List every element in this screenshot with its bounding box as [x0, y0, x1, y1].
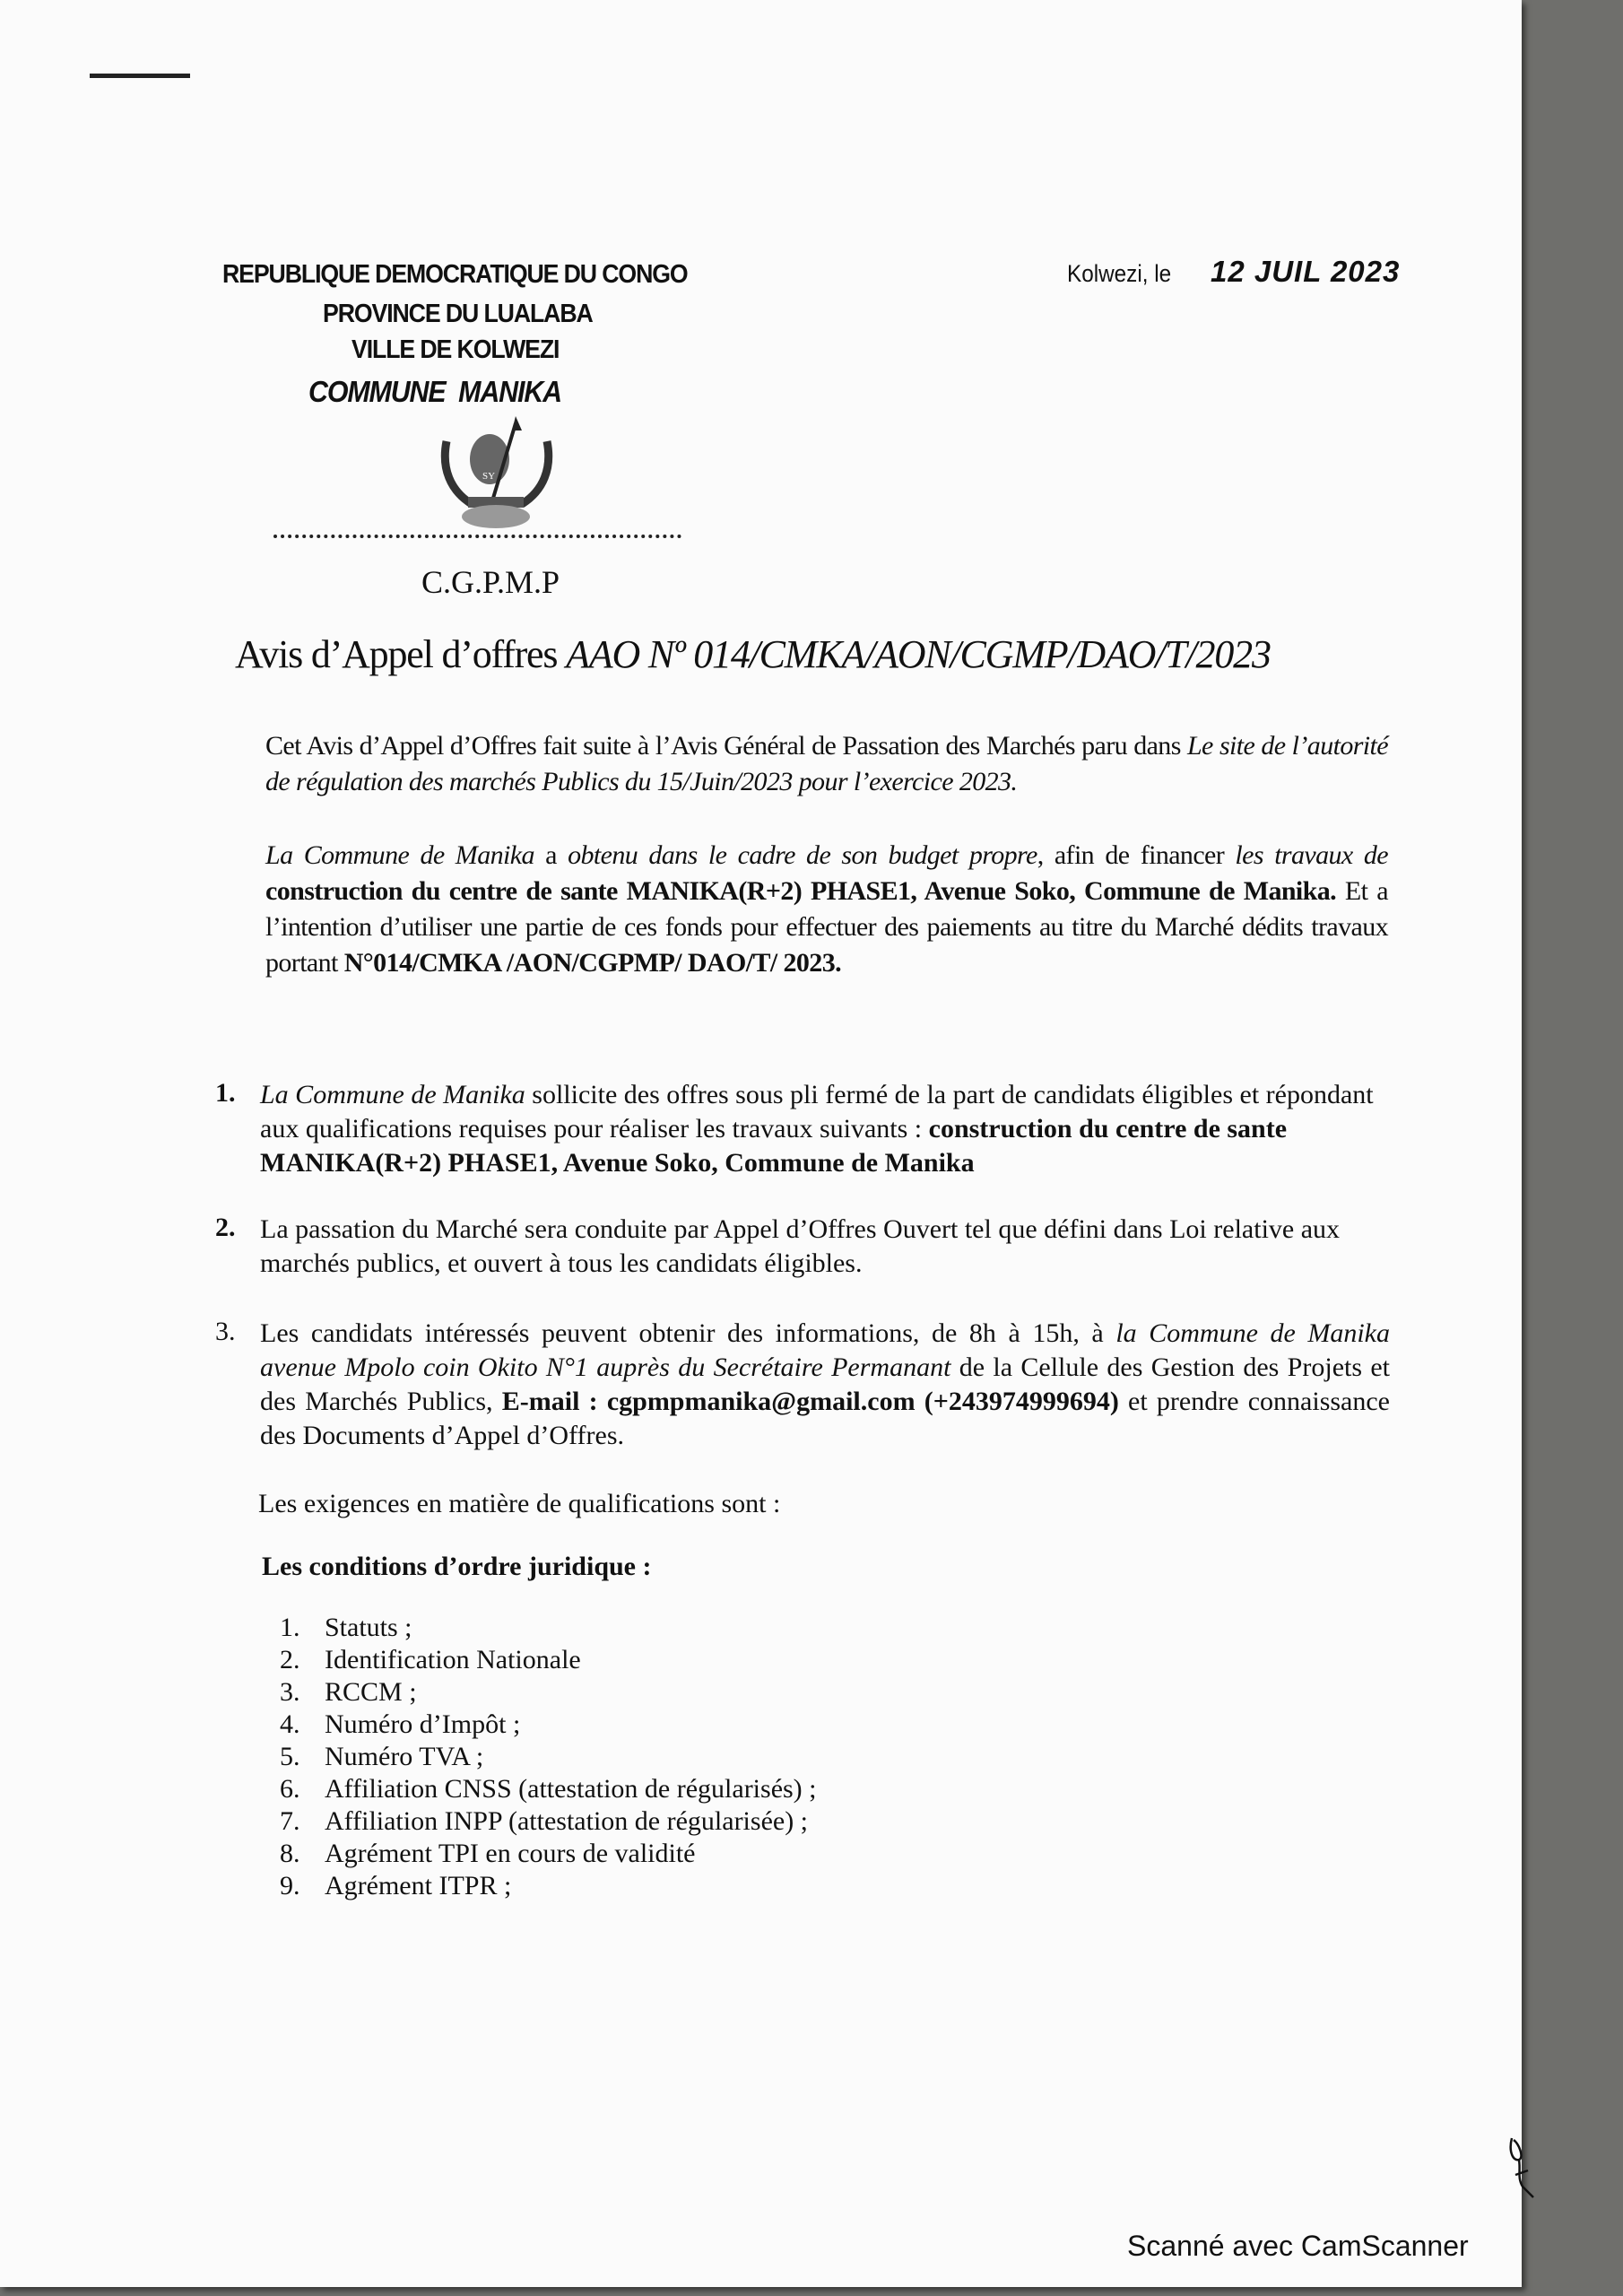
legal-conditions-heading: Les conditions d’ordre juridique :	[262, 1552, 652, 1581]
item-text: Numéro TVA ;	[325, 1742, 484, 1771]
cell-acronym: C.G.P.M.P	[421, 564, 560, 600]
date-stamp: 12 JUIL 2023	[1211, 255, 1401, 288]
text: Les candidats intéressés peuvent obtenir des informations, de 8h à 15h, à	[260, 1318, 1116, 1348]
text: a	[534, 840, 568, 870]
item-text: La passation du Marché sera conduite par Appel d’Offres Ouvert tel que défini dans Loi relative aux marchés publics, et ouvert à tous les candidats éligibles.	[260, 1214, 1341, 1278]
item-number: 2.	[215, 1213, 236, 1242]
item-text	[260, 1078, 1390, 1180]
header-country: REPUBLIQUE DEMOCRATIQUE DU CONGO	[222, 260, 688, 289]
item-text	[260, 1317, 1390, 1453]
item-number: 8.	[280, 1839, 300, 1868]
contact-info: E-mail : cgpmpmanika@gmail.com (+243974999694)	[501, 1387, 1119, 1416]
item-number: 3.	[215, 1317, 236, 1346]
commune-name: La Commune de Manika	[265, 840, 534, 870]
item-number: 9.	[280, 1871, 300, 1900]
separator-line	[273, 535, 681, 538]
item-number: 6.	[280, 1774, 300, 1804]
header-commune: COMMUNE MANIKA	[308, 375, 561, 408]
item-number: 5.	[280, 1742, 300, 1771]
camscanner-watermark: Scanné avec CamScanner	[1127, 2230, 1469, 2262]
item-number: 4.	[280, 1709, 300, 1739]
header-city: VILLE DE KOLWEZI	[352, 335, 560, 364]
contract-reference: N°014/CMKA /AON/CGPMP/ DAO/T/ 2023.	[343, 948, 841, 978]
text: , afin de financer	[1037, 840, 1236, 870]
item-text: Agrément ITPR ;	[325, 1871, 512, 1900]
item-number: 3.	[280, 1677, 300, 1707]
text: de la Cellule des Gestion des Projets et des Marchés Publics,	[260, 1352, 1391, 1416]
notice-title-label: Avis d’Appel d’offres	[235, 632, 567, 676]
coat-of-arms-emblem	[429, 414, 563, 529]
project-name: construction du centre de sante MANIKA(R+2) PHASE1, Avenue Soko, Commune de Manika.	[265, 876, 1337, 906]
item-text: Numéro d’Impôt ;	[325, 1709, 521, 1739]
top-mark	[90, 74, 190, 78]
list-item	[215, 1213, 1390, 1281]
item-number: 1.	[215, 1078, 236, 1108]
svg-text:SY: SY	[482, 471, 496, 482]
item-number: 2.	[280, 1645, 300, 1674]
item-text: Identification Nationale	[325, 1645, 581, 1674]
intro-text: Cet Avis d’Appel d’Offres fait suite à l’Avis Général de Passation des Marchés paru dans	[265, 731, 1187, 761]
qualifications-intro: Les exigences en matière de qualifications sont :	[258, 1489, 781, 1518]
item-text: Affiliation CNSS (attestation de régularisés) ;	[325, 1774, 817, 1804]
notice-reference: AAO Nº 014/CMKA/AON/CGMP/DAO/T/2023	[566, 632, 1271, 676]
item-number: 7.	[280, 1806, 300, 1836]
item-text: Affiliation INPP (attestation de régularisée) ;	[325, 1806, 809, 1836]
budget-text: obtenu dans le cadre de son budget propre	[568, 840, 1037, 870]
item-text: RCCM ;	[325, 1677, 417, 1707]
works-text: les travaux de	[1235, 840, 1389, 870]
text: et prendre connaissance des Documents d’Appel d’Offres.	[260, 1387, 1390, 1450]
intro-paragraph-1	[265, 728, 1388, 800]
commune-name: La Commune de Manika	[260, 1080, 525, 1109]
item-text: Agrément TPI en cours de validité	[325, 1839, 696, 1868]
text: Et a l’intention d’utiliser une partie de ces fonds pour effectuer des paiements au titre du Marché dédits travaux portant	[265, 876, 1388, 978]
date-prefix: Kolwezi, le	[1067, 260, 1172, 287]
text: sollicite des offres sous pli fermé de la part de candidats éligibles et répondant aux qualifications requises pour réaliser les travaux suivants :	[260, 1080, 1374, 1144]
project-name: construction du centre de sante MANIKA(R+2) PHASE1, Avenue Soko, Commune de Manika	[260, 1114, 1288, 1178]
list-item	[215, 1078, 1390, 1180]
list-item	[215, 1317, 1390, 1453]
signature-initials	[1506, 2135, 1542, 2202]
item-number: 1.	[280, 1613, 300, 1642]
address: la Commune de Manika avenue Mpolo coin Okito N°1 auprès du Secrétaire Permanant	[260, 1318, 1390, 1382]
header-province: PROVINCE DU LUALABA	[323, 300, 593, 328]
intro-source: Le site de l’autorité de régulation des marchés Publics du 15/Juin/2023 pour l’exercice 2023.	[265, 731, 1388, 796]
item-text: Statuts ;	[325, 1613, 412, 1642]
notice-title	[235, 631, 1271, 677]
intro-paragraph-2	[265, 838, 1388, 981]
